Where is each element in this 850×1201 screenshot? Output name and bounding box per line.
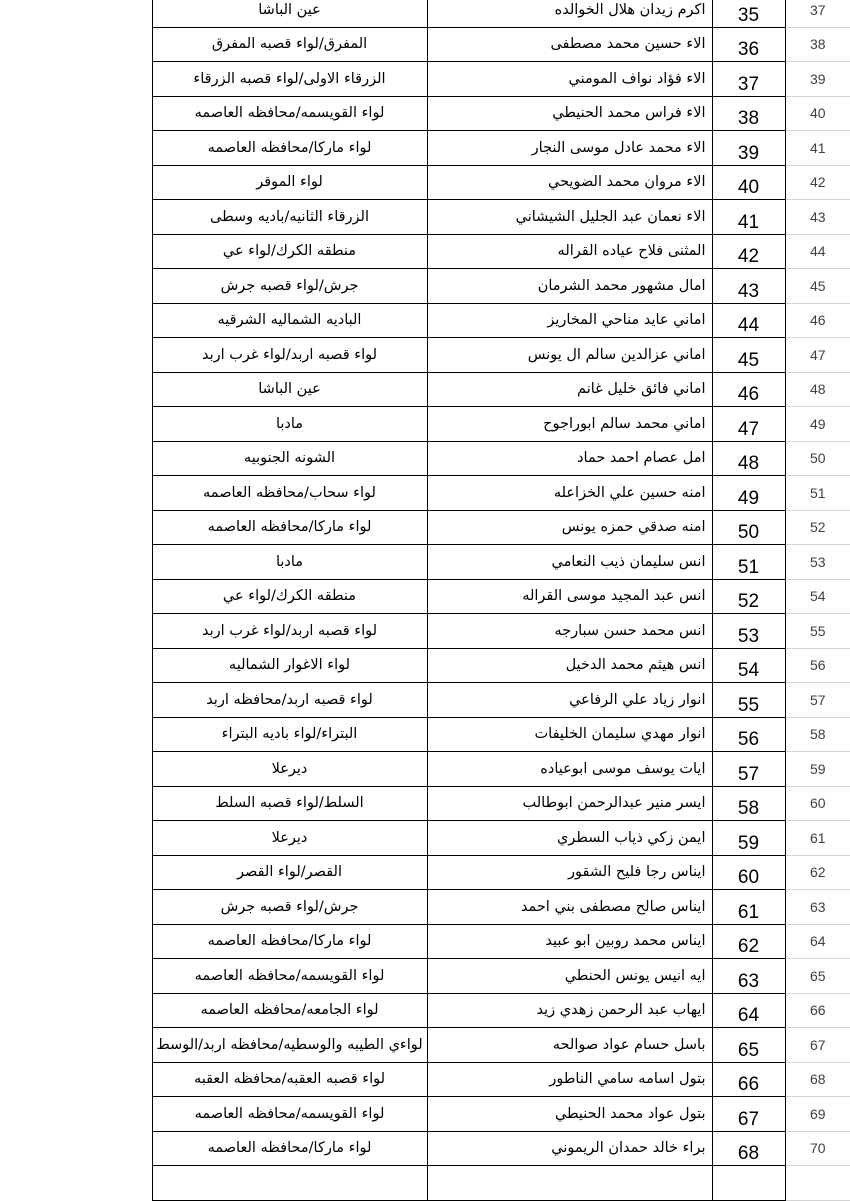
region-cell[interactable]: ديرعلا: [152, 821, 427, 856]
blank-cell[interactable]: [0, 579, 152, 614]
name-cell[interactable]: امنه حسين علي الخزاعله: [427, 476, 712, 511]
blank-cell[interactable]: [0, 1131, 152, 1166]
region-cell[interactable]: ديرعلا: [152, 752, 427, 787]
name-cell[interactable]: الاء حسين محمد مصطفى: [427, 27, 712, 62]
table-row: [0, 786, 850, 821]
table-row: [0, 1166, 850, 1201]
region-cell[interactable]: الزرقاء الاولى/لواء قصبه الزرقاء: [152, 62, 427, 97]
serial-number-cell[interactable]: 47: [712, 407, 785, 442]
row-header-cell[interactable]: 40: [785, 96, 850, 131]
region-cell[interactable]: جرش/لواء قصبه جرش: [152, 269, 427, 304]
row-header-cell[interactable]: 43: [785, 200, 850, 235]
table-row: [0, 614, 850, 649]
table-row: [0, 545, 850, 580]
blank-cell[interactable]: [0, 1028, 152, 1063]
blank-cell[interactable]: [0, 407, 152, 442]
region-cell[interactable]: لواء الموقر: [152, 165, 427, 200]
name-cell[interactable]: ايناس محمد روبين ابو عبيد: [427, 924, 712, 959]
table-row: [0, 200, 850, 235]
serial-number-cell[interactable]: 36: [712, 27, 785, 62]
serial-number-cell[interactable]: 52: [712, 579, 785, 614]
region-cell[interactable]: السلط/لواء قصبه السلط: [152, 786, 427, 821]
serial-number-cell[interactable]: 67: [712, 1097, 785, 1132]
serial-number-cell[interactable]: 68: [712, 1131, 785, 1166]
name-cell[interactable]: ايه انيس يونس الحنطي: [427, 959, 712, 994]
serial-number-cell[interactable]: 35: [712, 0, 785, 27]
row-header-cell[interactable]: 48: [785, 372, 850, 407]
blank-cell[interactable]: [0, 0, 152, 27]
region-cell[interactable]: [152, 1166, 427, 1201]
serial-number-cell[interactable]: 64: [712, 993, 785, 1028]
row-header-cell[interactable]: 56: [785, 648, 850, 683]
name-cell[interactable]: الاء مروان محمد الضويحي: [427, 165, 712, 200]
serial-number-cell[interactable]: 49: [712, 476, 785, 511]
region-cell[interactable]: لواء قصبه العقبه/محافظه العقبه: [152, 1062, 427, 1097]
region-cell[interactable]: عين الباشا: [152, 0, 427, 27]
region-cell[interactable]: لواء القويسمه/محافظه العاصمه: [152, 1097, 427, 1132]
row-header-cell[interactable]: 37: [785, 0, 850, 27]
region-cell[interactable]: لواء الجامعه/محافظه العاصمه: [152, 993, 427, 1028]
serial-number-cell[interactable]: [712, 1166, 785, 1201]
table-row: [0, 407, 850, 442]
name-cell[interactable]: انوار مهدي سليمان الخليفات: [427, 717, 712, 752]
table-row: [0, 683, 850, 718]
region-cell[interactable]: الزرقاء الثانيه/باديه وسطى: [152, 200, 427, 235]
blank-cell[interactable]: [0, 855, 152, 890]
row-header-cell[interactable]: 54: [785, 579, 850, 614]
blank-cell[interactable]: [0, 27, 152, 62]
region-cell[interactable]: عين الباشا: [152, 372, 427, 407]
name-cell[interactable]: المثنى فلاح عياده القراله: [427, 234, 712, 269]
serial-number-cell[interactable]: 48: [712, 441, 785, 476]
row-header-cell[interactable]: 68: [785, 1062, 850, 1097]
table-row: [0, 131, 850, 166]
table-row: [0, 717, 850, 752]
row-header-cell[interactable]: 59: [785, 752, 850, 787]
name-cell[interactable]: ايهاب عبد الرحمن زهدي زيد: [427, 993, 712, 1028]
table-row: [0, 234, 850, 269]
table-row: [0, 1028, 850, 1063]
table-row: [0, 1097, 850, 1132]
blank-cell[interactable]: [0, 545, 152, 580]
serial-number-cell[interactable]: 58: [712, 786, 785, 821]
table-row: [0, 510, 850, 545]
region-cell[interactable]: لواء ماركا/محافظه العاصمه: [152, 131, 427, 166]
serial-number-cell[interactable]: 39: [712, 131, 785, 166]
row-header-cell[interactable]: 42: [785, 165, 850, 200]
name-cell[interactable]: اكرم زيدان هلال الخوالده: [427, 0, 712, 27]
name-cell[interactable]: ايسر منير عبدالرحمن ابوطالب: [427, 786, 712, 821]
serial-number-cell[interactable]: 44: [712, 303, 785, 338]
region-cell[interactable]: مادبا: [152, 407, 427, 442]
region-cell[interactable]: منطقه الكرك/لواء عي: [152, 579, 427, 614]
region-cell[interactable]: لواء سحاب/محافظه العاصمه: [152, 476, 427, 511]
blank-cell[interactable]: [0, 62, 152, 97]
row-header-cell[interactable]: 70: [785, 1131, 850, 1166]
row-header-cell[interactable]: 69: [785, 1097, 850, 1132]
serial-number-cell[interactable]: 45: [712, 338, 785, 373]
name-cell[interactable]: [427, 1166, 712, 1201]
region-cell[interactable]: منطقه الكرك/لواء عي: [152, 234, 427, 269]
blank-cell[interactable]: [0, 372, 152, 407]
name-cell[interactable]: انس عبد المجيد موسى القراله: [427, 579, 712, 614]
row-header-cell[interactable]: [785, 1166, 850, 1201]
name-cell[interactable]: ايمن زكي ذياب السطري: [427, 821, 712, 856]
row-header-cell[interactable]: 53: [785, 545, 850, 580]
table-row: [0, 890, 850, 925]
row-header-cell[interactable]: 38: [785, 27, 850, 62]
blank-cell[interactable]: [0, 165, 152, 200]
serial-number-cell[interactable]: 62: [712, 924, 785, 959]
blank-cell[interactable]: [0, 303, 152, 338]
row-header-cell[interactable]: 63: [785, 890, 850, 925]
region-cell[interactable]: لواء ماركا/محافظه العاصمه: [152, 924, 427, 959]
table-row: [0, 959, 850, 994]
name-cell[interactable]: انس هيثم محمد الدخيل: [427, 648, 712, 683]
serial-number-cell[interactable]: 60: [712, 855, 785, 890]
name-cell[interactable]: بتول اسامه سامي الناطور: [427, 1062, 712, 1097]
blank-cell[interactable]: [0, 1166, 152, 1201]
blank-cell[interactable]: [0, 510, 152, 545]
row-header-cell[interactable]: 44: [785, 234, 850, 269]
name-cell[interactable]: ايات يوسف موسى ابوعياده: [427, 752, 712, 787]
table-row: [0, 821, 850, 856]
region-cell[interactable]: لواء القويسمه/محافظه العاصمه: [152, 959, 427, 994]
table-row: [0, 476, 850, 511]
serial-number-cell[interactable]: 40: [712, 165, 785, 200]
table-row: [0, 165, 850, 200]
blank-cell[interactable]: [0, 614, 152, 649]
blank-cell[interactable]: [0, 476, 152, 511]
serial-number-cell[interactable]: 66: [712, 1062, 785, 1097]
name-cell[interactable]: الاء فراس محمد الحنيطي: [427, 96, 712, 131]
row-header-cell[interactable]: 60: [785, 786, 850, 821]
blank-cell[interactable]: [0, 959, 152, 994]
table-row: [0, 993, 850, 1028]
serial-number-cell[interactable]: 55: [712, 683, 785, 718]
name-cell[interactable]: اماني فائق خليل غانم: [427, 372, 712, 407]
serial-number-cell[interactable]: 53: [712, 614, 785, 649]
region-cell[interactable]: لواء ماركا/محافظه العاصمه: [152, 1131, 427, 1166]
name-cell[interactable]: براء خالد حمدان الريموني: [427, 1131, 712, 1166]
name-cell[interactable]: امنه صدقي حمزه يونس: [427, 510, 712, 545]
row-header-cell[interactable]: 61: [785, 821, 850, 856]
region-cell[interactable]: الشونه الجنوبيه: [152, 441, 427, 476]
name-cell[interactable]: اماني عزالدين سالم ال يونس: [427, 338, 712, 373]
row-header-cell[interactable]: 49: [785, 407, 850, 442]
blank-cell[interactable]: [0, 717, 152, 752]
blank-cell[interactable]: [0, 269, 152, 304]
row-header-cell[interactable]: 39: [785, 62, 850, 97]
region-cell[interactable]: لواء قصبه اربد/لواء غرب اربد: [152, 614, 427, 649]
name-cell[interactable]: اماني محمد سالم ابوراجوح: [427, 407, 712, 442]
blank-cell[interactable]: [0, 96, 152, 131]
table-row: [0, 338, 850, 373]
name-cell[interactable]: امال مشهور محمد الشرمان: [427, 269, 712, 304]
name-cell[interactable]: باسل حسام عواد صوالحه: [427, 1028, 712, 1063]
table-row: [0, 579, 850, 614]
serial-number-cell[interactable]: 43: [712, 269, 785, 304]
serial-number-cell[interactable]: 51: [712, 545, 785, 580]
serial-number-cell[interactable]: 56: [712, 717, 785, 752]
blank-cell[interactable]: [0, 648, 152, 683]
serial-number-cell[interactable]: 63: [712, 959, 785, 994]
name-cell[interactable]: اماني عايد مناحي المخاريز: [427, 303, 712, 338]
blank-cell[interactable]: [0, 993, 152, 1028]
table-row: [0, 1062, 850, 1097]
blank-cell[interactable]: [0, 821, 152, 856]
table-row: [0, 0, 850, 27]
table-row: [0, 303, 850, 338]
row-header-cell[interactable]: 47: [785, 338, 850, 373]
blank-cell[interactable]: [0, 338, 152, 373]
serial-number-cell[interactable]: 46: [712, 372, 785, 407]
blank-cell[interactable]: [0, 924, 152, 959]
table-row: [0, 1131, 850, 1166]
table-row: [0, 27, 850, 62]
table-row: [0, 269, 850, 304]
serial-number-cell[interactable]: 50: [712, 510, 785, 545]
region-cell[interactable]: لواء قصبه اربد/لواء غرب اربد: [152, 338, 427, 373]
row-header-cell[interactable]: 46: [785, 303, 850, 338]
blank-cell[interactable]: [0, 1062, 152, 1097]
serial-number-cell[interactable]: 38: [712, 96, 785, 131]
region-cell[interactable]: الباديه الشماليه الشرقيه: [152, 303, 427, 338]
serial-number-cell[interactable]: 59: [712, 821, 785, 856]
region-cell[interactable]: لواء القويسمه/محافظه العاصمه: [152, 96, 427, 131]
row-header-cell[interactable]: 62: [785, 855, 850, 890]
row-header-cell[interactable]: 50: [785, 441, 850, 476]
region-cell[interactable]: لواء ماركا/محافظه العاصمه: [152, 510, 427, 545]
region-cell[interactable]: القصر/لواء القصر: [152, 855, 427, 890]
blank-cell[interactable]: [0, 234, 152, 269]
serial-number-cell[interactable]: 65: [712, 1028, 785, 1063]
serial-number-cell[interactable]: 54: [712, 648, 785, 683]
serial-number-cell[interactable]: 42: [712, 234, 785, 269]
serial-number-cell[interactable]: 37: [712, 62, 785, 97]
blank-cell[interactable]: [0, 890, 152, 925]
row-header-cell[interactable]: 45: [785, 269, 850, 304]
region-cell[interactable]: المفرق/لواء قصبه المفرق: [152, 27, 427, 62]
name-cell[interactable]: انوار زياد علي الرفاعي: [427, 683, 712, 718]
row-header-cell[interactable]: 58: [785, 717, 850, 752]
table-row: [0, 441, 850, 476]
table-row: [0, 62, 850, 97]
row-header-cell[interactable]: 67: [785, 1028, 850, 1063]
row-header-cell[interactable]: 51: [785, 476, 850, 511]
row-header-cell[interactable]: 64: [785, 924, 850, 959]
name-cell[interactable]: الاء فؤاد نواف المومني: [427, 62, 712, 97]
blank-cell[interactable]: [0, 752, 152, 787]
row-header-cell[interactable]: 52: [785, 510, 850, 545]
name-cell[interactable]: الاء محمد عادل موسى النجار: [427, 131, 712, 166]
region-cell[interactable]: لواء قصبه اربد/محافظه اربد: [152, 683, 427, 718]
row-header-cell[interactable]: 41: [785, 131, 850, 166]
blank-cell[interactable]: [0, 1097, 152, 1132]
region-cell[interactable]: البتراء/لواء باديه البتراء: [152, 717, 427, 752]
blank-cell[interactable]: [0, 786, 152, 821]
table-row: [0, 372, 850, 407]
blank-cell[interactable]: [0, 131, 152, 166]
region-cell[interactable]: جرش/لواء قصبه جرش: [152, 890, 427, 925]
blank-cell[interactable]: [0, 683, 152, 718]
region-cell[interactable]: لواء الاغوار الشماليه: [152, 648, 427, 683]
table-row: [0, 855, 850, 890]
table-row: [0, 752, 850, 787]
name-cell[interactable]: الاء نعمان عبد الجليل الشيشاني: [427, 200, 712, 235]
name-cell[interactable]: ايناس صالح مصطفى بني احمد: [427, 890, 712, 925]
region-cell[interactable]: مادبا: [152, 545, 427, 580]
serial-number-cell[interactable]: 41: [712, 200, 785, 235]
row-header-cell[interactable]: 57: [785, 683, 850, 718]
blank-cell[interactable]: [0, 200, 152, 235]
table-row: [0, 924, 850, 959]
blank-cell[interactable]: [0, 441, 152, 476]
row-header-cell[interactable]: 55: [785, 614, 850, 649]
table-row: [0, 648, 850, 683]
serial-number-cell[interactable]: 61: [712, 890, 785, 925]
name-cell[interactable]: انس محمد حسن سبارجه: [427, 614, 712, 649]
name-cell[interactable]: بتول عواد محمد الحنيطي: [427, 1097, 712, 1132]
serial-number-cell[interactable]: 57: [712, 752, 785, 787]
row-header-cell[interactable]: 66: [785, 993, 850, 1028]
region-cell[interactable]: لواءي الطيبه والوسطيه/محافظه اربد/الوسط: [152, 1028, 427, 1063]
table-row: [0, 96, 850, 131]
name-cell[interactable]: امل عصام احمد حماد: [427, 441, 712, 476]
name-cell[interactable]: انس سليمان ذيب النعامي: [427, 545, 712, 580]
name-cell[interactable]: ايناس رجا فليح الشقور: [427, 855, 712, 890]
row-header-cell[interactable]: 65: [785, 959, 850, 994]
